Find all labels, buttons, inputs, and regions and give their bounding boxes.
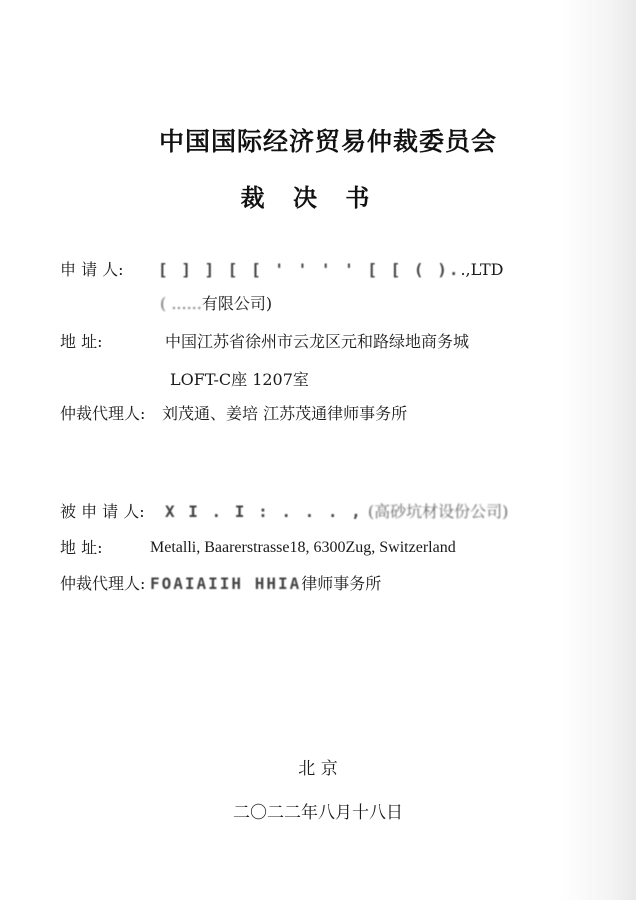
respondent-name-obscured: X I . I : . . . ,: [165, 502, 363, 521]
respondent-cn-name: (高砂坑材设份公司): [367, 502, 509, 521]
applicant-cn-name-suffix: 有限公司): [201, 294, 273, 313]
applicant-name-obscured: [ ] ] [ [ ' ' ' ' [ [ ( ).: [158, 260, 461, 279]
respondent-address-value: Metalli, Baarerstrasse18, 6300Zug, Switzerland: [150, 539, 456, 556]
respondent-name: [165, 502, 508, 522]
applicant-cn-name-obscured: ( ......: [160, 294, 202, 313]
respondent-agent-obscured: FOAIAIIH HHIA: [150, 574, 302, 593]
respondent-label: 被 申 请 人:: [60, 502, 145, 521]
respondent-address-label: 地 址:: [60, 538, 103, 557]
applicant-address-line1: 中国江苏省徐州市云龙区元和路绿地商务城: [165, 332, 470, 351]
document-title: 中国国际经济贸易仲裁委员会: [158, 127, 497, 156]
applicant-name-suffix: .,LTD: [460, 260, 504, 279]
applicant-cn-name: [160, 294, 272, 314]
place: 北 京: [298, 759, 338, 779]
applicant-agent-label: 仲裁代理人:: [60, 404, 146, 423]
respondent-agent-value: [150, 574, 381, 594]
respondent-agent-label: 仲裁代理人:: [60, 574, 146, 593]
applicant-address-label: 地 址:: [60, 332, 103, 351]
applicant-address-line2: LOFT-C座 1207室: [170, 370, 309, 389]
date: 二〇二二年八月十八日: [233, 803, 403, 823]
respondent-agent-suffix: 律师事务所: [301, 574, 382, 593]
document-subtitle: 裁 决 书: [240, 184, 380, 212]
applicant-name: [158, 260, 503, 280]
applicant-agent-value: 刘茂通、姜培 江苏茂通律师事务所: [162, 404, 408, 423]
applicant-label: 申 请 人:: [60, 260, 124, 279]
